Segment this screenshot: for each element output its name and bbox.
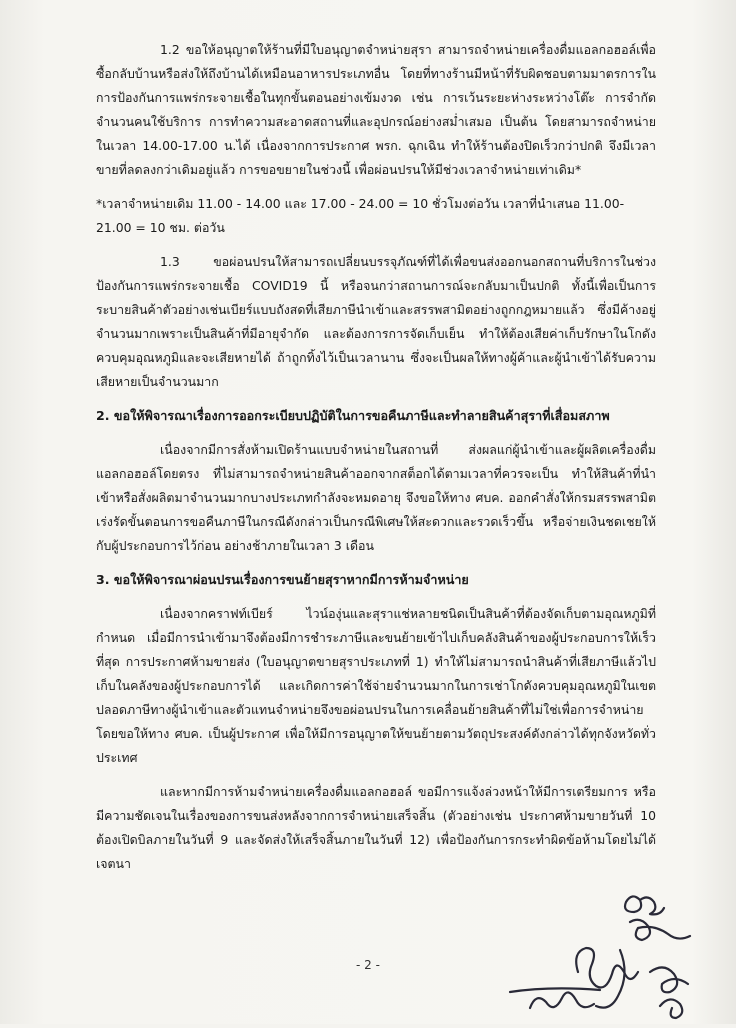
section-3-paragraph: เนื่องจากคราฟท์เบียร์ ไวน์องุ่นและสุราแช่หลายชนิดเป็นสินค้าที่ต้องจัดเก็บตามอุณหภูมิที่กำหนด เมื่อมีการนำเข้ามาจึงต้องมีการชำระภาษีและขนย้ายเข้าไปเก็บคลังสินค้าของผู้ประกอบการให้เร็วที่สุด การประกาศห้ามขายส่ง (ใบอนุญาตขายสุราประเภทที่ 1) ทำให้ไม่สามารถนำสินค้าที่เสียภาษีแล้วไปเก็บในคลังของผู้ประกอบการได้ และเกิดการค่าใช้จ่ายจำนวนมากในการเช่าโกดังควบคุมอุณหภูมิในเขตปลอดภาษีทางผู้นำเข้าและตัวแทนจำหน่ายจึงขอผ่อนปรนในการเคลื่อนย้ายสินค้าที่ไม่ใช่เพื่อการจำหน่าย โดยขอให้ทาง ศบค. เป็นผู้ประกาศ เพื่อให้มีการอนุญาตให้ขนย้ายตามวัตถุประสงค์ดังกล่าวได้ทุกจังหวัดทั่วประเทศ [96, 606, 656, 765]
section-1-2-paragraph: 1.2 ขอให้อนุญาตให้ร้านที่มีใบอนุญาตจำหน่ายสุรา สามารถจำหน่ายเครื่องดื่มแอลกอฮอล์เพื่อซื้อกลับบ้านหรือส่งให้ถึงบ้านได้เหมือนอาหารประเภทอื่น โดยที่ทางร้านมีหน้าที่รับผิดชอบตามมาตรการในการป้องกันการแพร่กระจายเชื้อในทุกขั้นตอนอย่างเข้มงวด เช่น การเว้นระยะห่างระหว่างโต๊ะ การจำกัดจำนวนคนใช้บริการ การทำความสะอาดสถานที่และอุปกรณ์อย่างสม่ำเสมอ เป็นต้น โดยสามารถจำหน่ายในเวลา 14.00-17.00 น.ได้ เนื่องจากการประกาศ พรก. ฉุกเฉิน ทำให้ร้านต้องปิดเร็วกว่าปกติ จึงมีเวลาขายที่ลดลงกว่าเดิมอยู่แล้ว การขอขยายในช่วงนี้ เพื่อผ่อนปรนให้มีช่วงเวลาจำหน่ายเท่าเดิม* [96, 42, 656, 177]
handwritten-signature-icon [470, 880, 736, 1024]
section-2-paragraph: เนื่องจากมีการสั่งห้ามเปิดร้านแบบจำหน่ายในสถานที่ ส่งผลแก่ผู้นำเข้าและผู้ผลิตเครื่องดื่มแอลกอฮอล์โดยตรง ที่ไม่สามารถจำหน่ายสินค้าออกจากสต็อกได้ตามเวลาที่ควรจะเป็น ทำให้สินค้าที่นำเข้าหรือสั่งผลิตมาจำนวนมากบางประเภทกำลังจะหมดอายุ จึงขอให้ทาง ศบค. ออกคำสั่งให้กรมสรรพสามิตเร่งรัดขั้นตอนการขอคืนภาษีในกรณีดังกล่าวเป็นกรณีพิเศษให้สะดวกและรวดเร็วขึ้น หรือจ่ายเงินชดเชยให้กับผู้ประกอบการไว้ก่อน อย่างช้าภายในเวลา 3 เดือน [96, 442, 656, 553]
section-2-heading: 2. ขอให้พิจารณาเรื่องการออกระเบียบปฏิบัติในการขอคืนภาษีและทำลายสินค้าสุราที่เสื่อมสภาพ [96, 408, 610, 423]
hours-note: *เวลาจำหน่ายเดิม 11.00 - 14.00 และ 17.00 - 24.00 = 10 ชั่วโมงต่อวัน เวลาที่นำเสนอ 11.00-21.00 = 10 ชม. ต่อวัน [96, 196, 625, 235]
section-3-heading: 3. ขอให้พิจารณาผ่อนปรนเรื่องการขนย้ายสุราหากมีการห้ามจำหน่าย [96, 572, 469, 587]
section-3-paragraph-2: และหากมีการห้ามจำหน่ายเครื่องดื่มแอลกอฮอล์ ขอมีการแจ้งล่วงหน้าให้มีการเตรียมการ หรือมีความชัดเจนในเรื่องของการขนส่งหลังจากการจำหน่ายเสร็จสิ้น (ตัวอย่างเช่น ประกาศห้ามขายวันที่ 10 ต้องเปิดบิลภายในวันที่ 9 และจัดส่งให้เสร็จสิ้นภายในวันที่ 12) เพื่อป้องกันการกระทำผิดข้อห้ามโดยไม่ได้เจตนา [96, 784, 656, 871]
document-body [96, 38, 656, 876]
section-1-3-paragraph: 1.3 ขอผ่อนปรนให้สามารถเปลี่ยนบรรจุภัณฑ์ที่ได้เพื่อขนส่งออกนอกสถานที่บริการในช่วงป้องกันการแพร่กระจายเชื้อ COVID19 นี้ หรือจนกว่าสถานการณ์จะกลับมาเป็นปกติ ทั้งนี้เพื่อเป็นการระบายสินค้าตัวอย่างเช่นเบียร์แบบถังสดที่เสียภาษีนำเข้าและสรรพสามิตอย่างถูกกฎหมายแล้ว ซึ่งมีค้างอยู่จำนวนมากเพราะเป็นสินค้าที่มีอายุจำกัด และต้องการการจัดเก็บเย็น ทำให้ต้องเสียค่าเก็บรักษาในโกดังควบคุมอุณหภูมิและจะเสียหายได้ ถ้าถูกทิ้งไว้เป็นเวลานาน ซึ่งจะเป็นผลให้ทางผู้ค้าและผู้นำเข้าได้รับความเสียหายเป็นจำนวนมาก [96, 254, 656, 389]
page-number: - 2 - [356, 958, 380, 972]
